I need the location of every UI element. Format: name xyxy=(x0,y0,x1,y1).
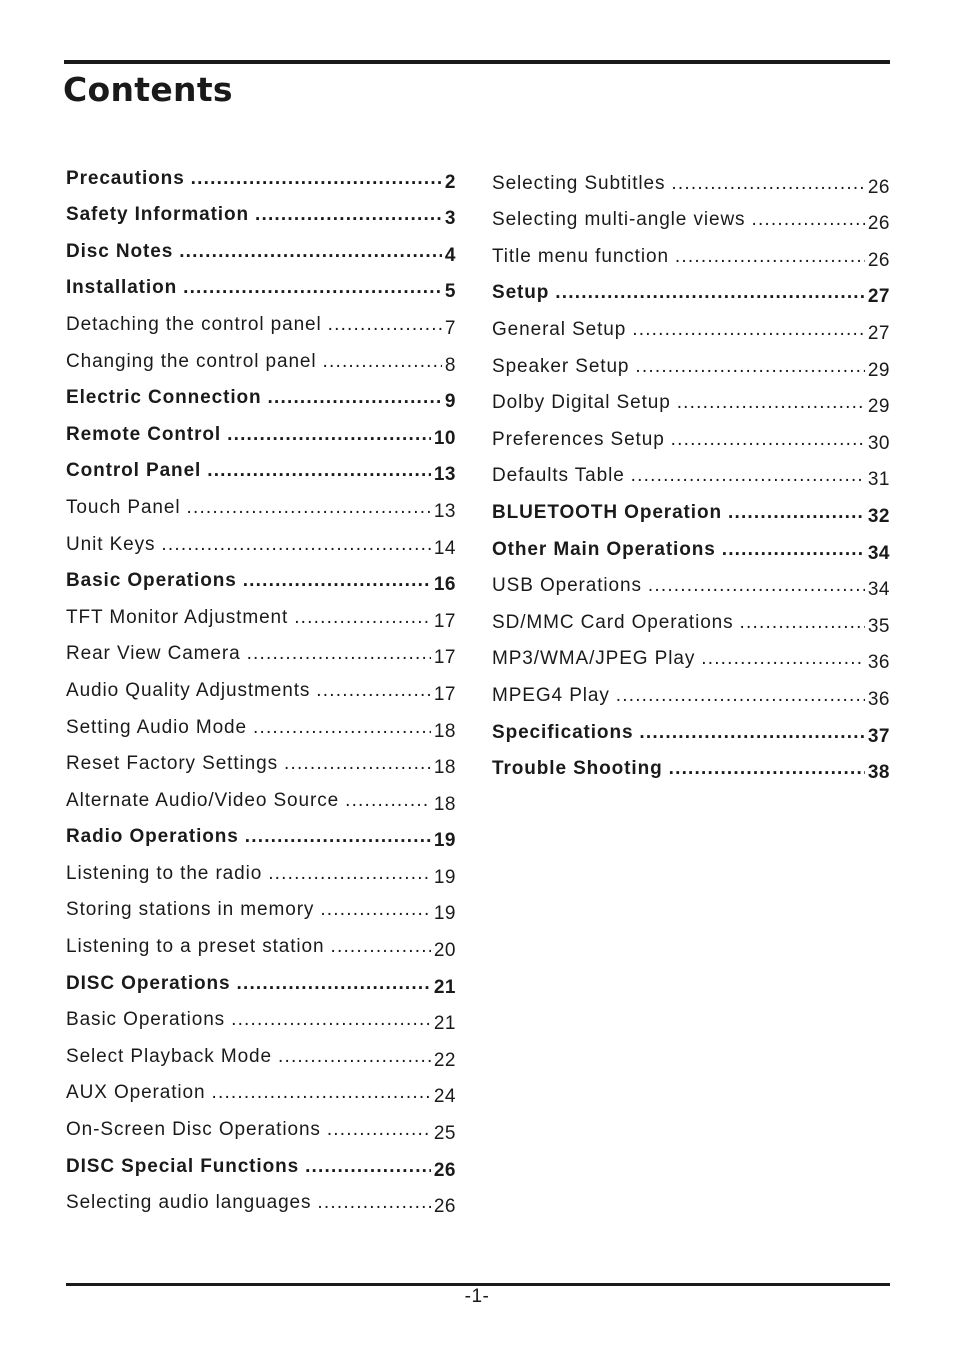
toc-dot-leader xyxy=(179,242,442,261)
toc-entry xyxy=(66,853,456,890)
toc-entry-label: Unit Keys xyxy=(66,533,156,555)
toc-entry xyxy=(492,273,890,310)
toc-dot-leader xyxy=(245,827,431,846)
toc-entry xyxy=(66,414,456,451)
toc-entry-page: 7 xyxy=(444,317,456,339)
toc-entry xyxy=(66,487,456,524)
toc-entry xyxy=(492,529,890,566)
toc-dot-leader xyxy=(320,900,431,919)
toc-entry xyxy=(66,890,456,927)
toc-dot-leader xyxy=(722,540,865,559)
toc-entry-label: USB Operations xyxy=(492,575,642,597)
toc-entry-label: Listening to a preset station xyxy=(66,936,325,958)
toc-entry-page: 2 xyxy=(444,171,456,193)
toc-entry xyxy=(66,341,456,378)
toc-entry-label: Radio Operations xyxy=(66,826,239,848)
toc-entry xyxy=(492,309,890,346)
toc-entry-page: 21 xyxy=(433,1013,456,1035)
toc-entry-label: Other Main Operations xyxy=(492,538,716,560)
toc-entry-page: 34 xyxy=(867,579,890,601)
toc-entry-label: Storing stations in memory xyxy=(66,899,315,921)
toc-entry-page: 24 xyxy=(433,1086,456,1108)
toc-entry-page: 21 xyxy=(433,976,456,998)
toc-entry xyxy=(66,670,456,707)
toc-entry xyxy=(66,780,456,817)
toc-entry xyxy=(66,1183,456,1220)
toc-entry-page: 18 xyxy=(433,757,456,779)
toc-entry-page: 32 xyxy=(867,505,890,527)
toc-entry-page: 31 xyxy=(867,469,890,491)
toc-dot-leader xyxy=(675,247,865,266)
toc-dot-leader xyxy=(253,718,431,737)
toc-dot-leader xyxy=(555,283,865,302)
toc-entry-page: 30 xyxy=(867,432,890,454)
toc-entry-label: Select Playback Mode xyxy=(66,1045,272,1067)
toc-dot-leader xyxy=(632,320,865,339)
toc-entry-page: 22 xyxy=(433,1049,456,1071)
toc-dot-leader xyxy=(247,644,431,663)
toc-dot-leader xyxy=(323,352,442,371)
toc-dot-leader xyxy=(631,466,865,485)
toc-entry xyxy=(66,561,456,598)
toc-entry-page: 17 xyxy=(433,647,456,669)
toc-entry-label: Precautions xyxy=(66,167,185,189)
toc-entry-page: 17 xyxy=(433,610,456,632)
toc-dot-leader xyxy=(616,686,865,705)
toc-dot-leader xyxy=(330,937,430,956)
toc-entry xyxy=(66,451,456,488)
toc-dot-leader xyxy=(751,210,864,229)
toc-entry-label: Detaching the control panel xyxy=(66,313,322,335)
toc-entry xyxy=(492,602,890,639)
toc-entry xyxy=(492,419,890,456)
toc-entry-page: 18 xyxy=(433,720,456,742)
toc-entry-label: Basic Operations xyxy=(66,1009,226,1031)
toc-entry-label: Preferences Setup xyxy=(492,428,665,450)
toc-entry-label: Defaults Table xyxy=(492,465,625,487)
toc-entry-page: 25 xyxy=(433,1123,456,1145)
toc-dot-leader xyxy=(236,974,430,993)
toc-dot-leader xyxy=(305,1157,431,1176)
toc-dot-leader xyxy=(316,681,431,700)
toc-entry-page: 3 xyxy=(444,208,456,230)
toc-entry-label: BLUETOOTH Operation xyxy=(492,501,722,523)
toc-dot-leader xyxy=(648,576,865,595)
toc-entry-label: AUX Operation xyxy=(66,1082,206,1104)
toc-entry-label: On-Screen Disc Operations xyxy=(66,1119,321,1141)
toc-entry xyxy=(66,926,456,963)
toc-entry-page: 26 xyxy=(867,213,890,235)
toc-entry-label: Control Panel xyxy=(66,460,202,482)
toc-dot-leader xyxy=(191,169,442,188)
toc-entry-label: DISC Operations xyxy=(66,972,231,994)
toc-entry xyxy=(492,712,890,749)
toc-entry-page: 18 xyxy=(433,793,456,815)
toc-entry-label: Selecting audio languages xyxy=(66,1192,312,1214)
toc-left-column xyxy=(66,158,456,1219)
toc-entry-page: 34 xyxy=(867,542,890,564)
toc-entry-label: Changing the control panel xyxy=(66,350,317,372)
toc-entry xyxy=(492,749,890,786)
toc-entry-label: Reset Factory Settings xyxy=(66,753,278,775)
toc-dot-leader xyxy=(268,388,442,407)
toc-entry-page: 26 xyxy=(867,249,890,271)
toc-entry-label: Safety Information xyxy=(66,204,249,226)
toc-entry-page: 13 xyxy=(433,464,456,486)
toc-entry xyxy=(66,597,456,634)
toc-entry-page: 17 xyxy=(433,683,456,705)
toc-entry xyxy=(66,304,456,341)
toc-entry xyxy=(66,378,456,415)
toc-entry-label: Specifications xyxy=(492,721,634,743)
toc-entry-page: 19 xyxy=(433,830,456,852)
toc-dot-leader xyxy=(294,608,431,627)
toc-entry-label: TFT Monitor Adjustment xyxy=(66,606,289,628)
toc-entry xyxy=(492,639,890,676)
toc-entry-page: 13 xyxy=(433,500,456,522)
toc-entry xyxy=(492,163,890,200)
toc-entry-page: 10 xyxy=(433,427,456,449)
toc-entry xyxy=(66,963,456,1000)
toc-dot-leader xyxy=(268,864,431,883)
toc-entry-page: 19 xyxy=(433,866,456,888)
toc-right-column xyxy=(492,163,890,785)
toc-dot-leader xyxy=(728,503,865,522)
toc-dot-leader xyxy=(327,1120,431,1139)
toc-entry-page: 4 xyxy=(444,244,456,266)
toc-entry-page: 19 xyxy=(433,903,456,925)
toc-dot-leader xyxy=(740,613,865,632)
toc-entry-page: 38 xyxy=(867,762,890,784)
toc-dot-leader xyxy=(207,461,431,480)
toc-entry-label: Title menu function xyxy=(492,245,669,267)
toc-entry-label: Listening to the radio xyxy=(66,862,263,884)
toc-dot-leader xyxy=(183,278,442,297)
toc-dot-leader xyxy=(243,571,431,590)
toc-entry-label: Setup xyxy=(492,282,550,304)
toc-entry xyxy=(492,492,890,529)
toc-entry-page: 9 xyxy=(444,391,456,413)
toc-entry-label: General Setup xyxy=(492,318,627,340)
toc-entry-page: 29 xyxy=(867,359,890,381)
toc-entry-page: 26 xyxy=(433,1196,456,1218)
toc-dot-leader xyxy=(635,357,864,376)
toc-entry xyxy=(66,1146,456,1183)
toc-entry-label: Trouble Shooting xyxy=(492,758,663,780)
toc-entry-label: Rear View Camera xyxy=(66,643,241,665)
toc-dot-leader xyxy=(671,174,864,193)
toc-entry xyxy=(492,383,890,420)
toc-entry-page: 27 xyxy=(867,322,890,344)
toc-dot-leader xyxy=(212,1083,431,1102)
toc-entry-page: 36 xyxy=(867,688,890,710)
toc-dot-leader xyxy=(669,759,865,778)
toc-entry xyxy=(66,231,456,268)
toc-entry-label: Alternate Audio/Video Source xyxy=(66,789,340,811)
toc-dot-leader xyxy=(186,498,430,517)
toc-entry-page: 27 xyxy=(867,286,890,308)
toc-entry xyxy=(66,158,456,195)
toc-entry xyxy=(66,1109,456,1146)
toc-dot-leader xyxy=(701,649,865,668)
toc-dot-leader xyxy=(231,1010,431,1029)
toc-entry-page: 8 xyxy=(444,354,456,376)
toc-entry xyxy=(66,1036,456,1073)
toc-entry xyxy=(492,675,890,712)
toc-entry xyxy=(492,236,890,273)
toc-dot-leader xyxy=(317,1193,430,1212)
toc-dot-leader xyxy=(278,1047,431,1066)
toc-entry xyxy=(492,346,890,383)
toc-entry xyxy=(66,1073,456,1110)
toc-entry-label: Remote Control xyxy=(66,423,222,445)
toc-entry-page: 26 xyxy=(433,1159,456,1181)
toc-entry xyxy=(66,268,456,305)
toc-entry-page: 14 xyxy=(433,537,456,559)
toc-entry xyxy=(66,744,456,781)
toc-entry-page: 35 xyxy=(867,615,890,637)
top-rule xyxy=(64,60,890,64)
toc-entry-label: Selecting Subtitles xyxy=(492,172,666,194)
toc-entry-label: Speaker Setup xyxy=(492,355,630,377)
toc-entry-label: Disc Notes xyxy=(66,240,174,262)
toc-dot-leader xyxy=(328,315,442,334)
toc-entry-label: MPEG4 Play xyxy=(492,684,610,706)
toc-entry-label: DISC Special Functions xyxy=(66,1155,300,1177)
toc-entry xyxy=(66,195,456,232)
toc-entry xyxy=(66,817,456,854)
toc-entry xyxy=(492,566,890,603)
toc-dot-leader xyxy=(227,425,431,444)
toc-entry-page: 5 xyxy=(444,281,456,303)
toc-dot-leader xyxy=(639,723,864,742)
toc-entry-label: Setting Audio Mode xyxy=(66,716,247,738)
page-title: Contents xyxy=(63,70,233,109)
toc-entry xyxy=(66,1000,456,1037)
toc-dot-leader xyxy=(255,205,442,224)
toc-entry-label: Installation xyxy=(66,277,178,299)
toc-entry-label: SD/MMC Card Operations xyxy=(492,611,734,633)
toc-entry-label: Dolby Digital Setup xyxy=(492,392,671,414)
toc-entry-page: 37 xyxy=(867,725,890,747)
toc-entry-label: MP3/WMA/JPEG Play xyxy=(492,648,696,670)
toc-entry-label: Electric Connection xyxy=(66,387,262,409)
toc-entry xyxy=(492,200,890,237)
toc-entry xyxy=(66,634,456,671)
toc-entry xyxy=(66,524,456,561)
toc-dot-leader xyxy=(345,791,431,810)
page-number: -1- xyxy=(464,1286,490,1307)
toc-entry-page: 16 xyxy=(433,574,456,596)
toc-entry-label: Selecting multi-angle views xyxy=(492,209,746,231)
toc-dot-leader xyxy=(284,754,431,773)
toc-entry-label: Basic Operations xyxy=(66,570,237,592)
toc-dot-leader xyxy=(161,535,430,554)
toc-entry-page: 26 xyxy=(867,176,890,198)
toc-dot-leader xyxy=(671,430,865,449)
toc-entry-page: 20 xyxy=(433,940,456,962)
toc-dot-leader xyxy=(677,393,865,412)
toc-entry-label: Touch Panel xyxy=(66,496,181,518)
toc-entry-label: Audio Quality Adjustments xyxy=(66,679,311,701)
toc-entry-page: 29 xyxy=(867,396,890,418)
toc-entry xyxy=(66,707,456,744)
toc-entry-page: 36 xyxy=(867,652,890,674)
toc-entry xyxy=(492,456,890,493)
